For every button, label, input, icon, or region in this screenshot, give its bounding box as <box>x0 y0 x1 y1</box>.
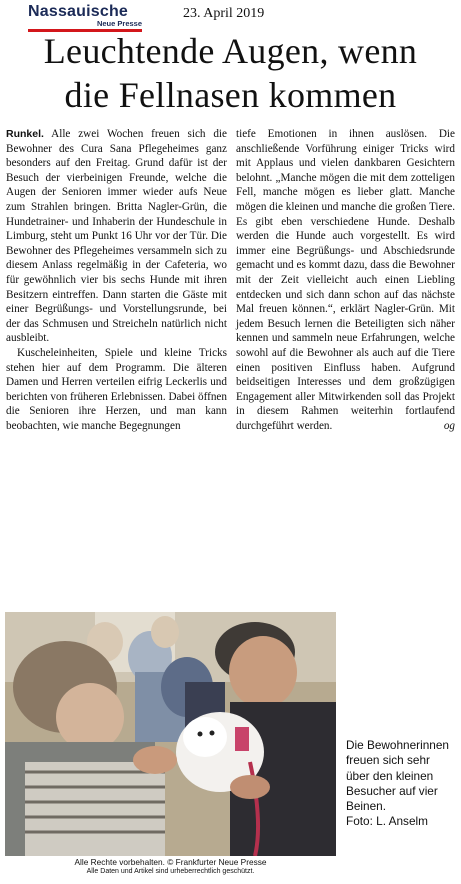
masthead-brand: Nassauische <box>28 3 129 20</box>
copyright-line-2: Alle Daten und Artikel sind urheberrechtlich geschützt. <box>86 868 255 875</box>
headline-line-2: die Fellnasen kommen <box>64 75 397 115</box>
headline <box>0 29 461 117</box>
author-initials: og <box>443 419 455 432</box>
caption-text: Die Bewohnerinnen freuen sich sehr über den kleinen Besucher auf vier Beinen. <box>346 738 449 814</box>
masthead-logo <box>28 4 148 32</box>
article-paragraph-1 <box>6 127 227 346</box>
article-column-2 <box>236 127 455 433</box>
photo-illustration <box>5 612 336 856</box>
article-column-1 <box>6 127 227 433</box>
photo-caption <box>346 738 456 830</box>
article-text-3: tiefe Emotionen in ihnen auslösen. Die anschließende Vorführung einiger Tricks wird mit Applaus und vielen dankbaren Gesichtern belohnt. „Manche mögen die mit dem zotteligen Fell, manche mögen es lieber glatt. Manche mögen die kleinen und manche die großen Tiere. Es gibt eben verschiedene Hunde. Deshalb werden die Hunde auch vorgestellt. Es wird immer eine Begrüßungs- und Abschiedsrunde gemacht und es kommt dazu, dass die Bewohner mit der Zeit vielleicht auch einen Liebling entdecken und sich dann schon auf das nächste Mal freuen können.“, erklärt Nagler-Grün. Mit jedem Besuch lernen die Beteiligten sich näher kennen und sammeln neue Erfahrungen, welche sowohl auf die Bewohner als auch auf die Tiere einen positiven Einfluss haben. Aufgrund beidseitigen Interesses und dem großzügigen Engagement aller Mitwirkenden soll das Projekt in diesem Rahmen weiterhin fortlaufend durchgeführt werden. <box>236 128 455 432</box>
copyright-line-1: Alle Rechte vorbehalten. © Frankfurter Neue Presse <box>74 857 267 867</box>
publication-date: 23. April 2019 <box>183 6 265 21</box>
copyright-footer <box>5 857 336 876</box>
article-photo <box>5 612 336 856</box>
headline-line-1: Leuchtende Augen, wenn <box>43 31 418 71</box>
dateline: Runkel. <box>6 128 44 140</box>
article-paragraph-3 <box>236 127 455 433</box>
article-text-1: Alle zwei Wochen freuen sich die Bewohner des Cura Sana Pflegeheimes ganz besonders auf den Freitag. Grund dafür ist der Besuch der vierbeinigen Freunde, welche die Augen der Senioren immer wieder aufs Neue zum Strahlen bringen. Britta Nagler-Grün, die Hundetrainer- und Inhaberin der Hundeschule in Limburg, steht um Punkt 16 Uhr vor der Tür. Die Bewohner des Pflegeheimes versammeln sich zu diesem Anlass regelmäßig in der Cafeteria, wo für gewöhnlich vier bis sechs Hunde mit ihren Besitzern eintreffen. Dann starten die Gäste mit einer Begrüßungs- und Vorstellungsrunde, bei der das Schmusen und Streicheln natürlich nicht ausbleibt. <box>6 128 228 345</box>
masthead-sub: Neue Presse <box>96 19 142 28</box>
article-paragraph-2: Kuscheleinheiten, Spiele und kleine Tricks stehen hier auf dem Programm. Die älteren Damen und Herren verteilen eifrig Leckerlis und berichten von früheren Erlebnissen. Dabei öffnen die Senioren ihre Herzen, und man kann beobachten, wie manche Begegnungen <box>6 346 227 432</box>
caption-credit: Foto: L. Anselm <box>346 814 428 829</box>
